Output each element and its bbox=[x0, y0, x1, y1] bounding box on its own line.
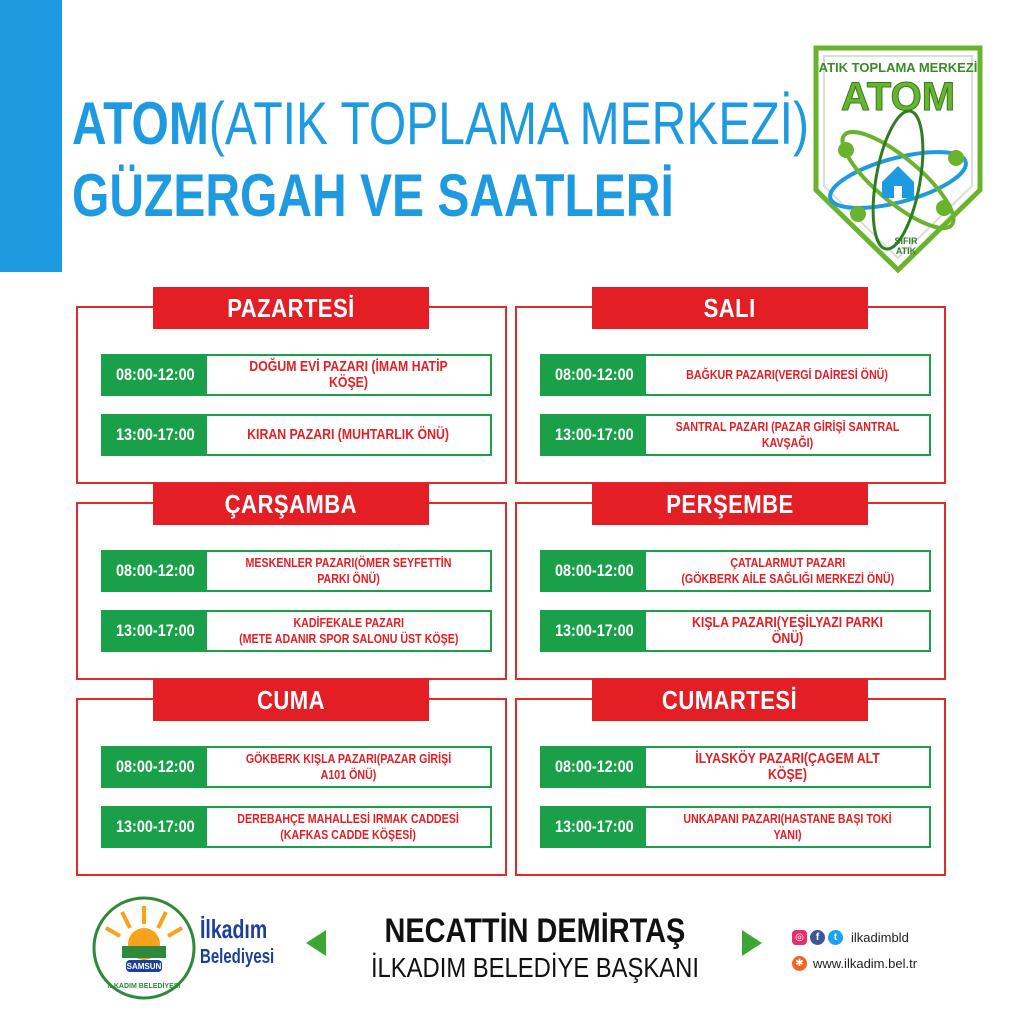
time-slot bbox=[101, 414, 492, 456]
twitter-icon[interactable]: t bbox=[828, 930, 843, 945]
slot-time: 08:00-12:00 bbox=[554, 561, 634, 580]
social-handle[interactable]: ilkadimbld bbox=[851, 930, 909, 945]
day-title-cumartesi: CUMARTESİ bbox=[592, 679, 868, 721]
slot-location: DOĞUM EVİ PAZARI (İMAM HATİP KÖŞE) bbox=[249, 358, 448, 391]
title-paren: (ATIK TOPLAMA MERKEZİ) bbox=[208, 90, 809, 157]
slot-time: 13:00-17:00 bbox=[554, 621, 634, 640]
arrow-left-icon bbox=[306, 930, 326, 956]
time-slot bbox=[540, 610, 931, 652]
time-slot bbox=[540, 414, 931, 456]
slot-location: MESKENLER PAZARI(ÖMER SEYFETTİN PARKI ÖNÜ) bbox=[245, 555, 452, 586]
slot-location: GÖKBERK KIŞLA PAZARI(PAZAR GİRİŞİ A101 ÖNÜ) bbox=[245, 751, 452, 782]
time-slot bbox=[101, 354, 492, 396]
website-url[interactable]: www.ilkadim.bel.tr bbox=[813, 956, 918, 971]
time-slot bbox=[101, 806, 492, 848]
time-slot bbox=[540, 746, 931, 788]
atom-badge-logo bbox=[806, 40, 990, 276]
mayor-title: İLKADIM BELEDİYE BAŞKANI bbox=[370, 952, 700, 983]
slot-time: 13:00-17:00 bbox=[554, 425, 634, 444]
slot-time: 08:00-12:00 bbox=[115, 365, 195, 384]
page-title bbox=[72, 90, 809, 157]
mayor-name: NECATTİN DEMİRTAŞ bbox=[384, 912, 686, 950]
social-links bbox=[792, 930, 909, 945]
slot-time: 08:00-12:00 bbox=[554, 365, 634, 384]
slot-location: ÇATALARMUT PAZARI (GÖKBERK AİLE SAĞLIĞI MERKEZİ ÖNÜ) bbox=[681, 555, 894, 586]
time-slot bbox=[101, 746, 492, 788]
facebook-icon[interactable]: f bbox=[810, 930, 825, 945]
page-subtitle: GÜZERGAH VE SAATLERİ bbox=[72, 162, 674, 229]
title-brand: ATOM bbox=[72, 90, 209, 157]
slot-location: DEREBAHÇE MAHALLESİ IRMAK CADDESİ (KAFKAS CADDE KÖŞESİ) bbox=[237, 811, 460, 842]
slot-location: BAĞKUR PAZARI(VERGİ DAİRESİ ÖNÜ) bbox=[686, 367, 889, 382]
badge-top-text: ATIK TOPLAMA MERKEZİ bbox=[818, 60, 978, 75]
slot-location: İLYASKÖY PAZARI(ÇAGEM ALT KÖŞE) bbox=[695, 750, 880, 783]
slot-time: 13:00-17:00 bbox=[115, 425, 195, 444]
brand-line-2: Belediyesi bbox=[200, 946, 275, 968]
time-slot bbox=[101, 610, 492, 652]
slot-time: 08:00-12:00 bbox=[554, 757, 634, 776]
website-link[interactable] bbox=[792, 956, 917, 971]
day-title-sali: SALI bbox=[592, 287, 868, 329]
day-title-pazartesi: PAZARTESİ bbox=[153, 287, 429, 329]
slot-time: 13:00-17:00 bbox=[115, 817, 195, 836]
time-slot bbox=[540, 550, 931, 592]
slot-time: 13:00-17:00 bbox=[554, 817, 634, 836]
badge-sub-text-2: ATIK bbox=[895, 246, 917, 256]
badge-sub-text-1: SIFIR bbox=[894, 236, 918, 246]
slot-time: 08:00-12:00 bbox=[115, 561, 195, 580]
brand-line-1: İlkadım bbox=[200, 914, 268, 944]
slot-location: UNKAPANI PAZARI(HASTANE BAŞI TOKİ YANI) bbox=[683, 811, 892, 842]
day-title-cuma: CUMA bbox=[153, 679, 429, 721]
time-slot bbox=[540, 354, 931, 396]
day-title-persembe: PERŞEMBE bbox=[592, 483, 868, 525]
logo-city: SAMSUN bbox=[126, 962, 162, 971]
web-icon: ✱ bbox=[792, 956, 807, 971]
slot-location: SANTRAL PAZARI (PAZAR GİRİŞİ SANTRAL KAVŞAĞI) bbox=[675, 419, 900, 450]
ilkadim-municipality-logo bbox=[92, 896, 196, 1000]
day-title-carsamba: ÇARŞAMBA bbox=[153, 483, 429, 525]
slot-location: KIŞLA PAZARI(YEŞİLYAZI PARKI ÖNÜ) bbox=[692, 614, 883, 647]
logo-ring-text: İLKADIM BELEDİYESİ bbox=[107, 983, 181, 990]
badge-brand: ATOM bbox=[840, 75, 956, 119]
instagram-icon[interactable]: ◎ bbox=[792, 930, 807, 945]
accent-bar bbox=[0, 0, 62, 272]
time-slot bbox=[540, 806, 931, 848]
time-slot bbox=[101, 550, 492, 592]
slot-location: KIRAN PAZARI (MUHTARLIK ÖNÜ) bbox=[247, 426, 450, 443]
slot-time: 13:00-17:00 bbox=[115, 621, 195, 640]
arrow-right-icon bbox=[742, 930, 762, 956]
slot-location: KADİFEKALE PAZARI (METE ADANIR SPOR SALONU ÜST KÖŞE) bbox=[238, 615, 459, 646]
slot-time: 08:00-12:00 bbox=[115, 757, 195, 776]
